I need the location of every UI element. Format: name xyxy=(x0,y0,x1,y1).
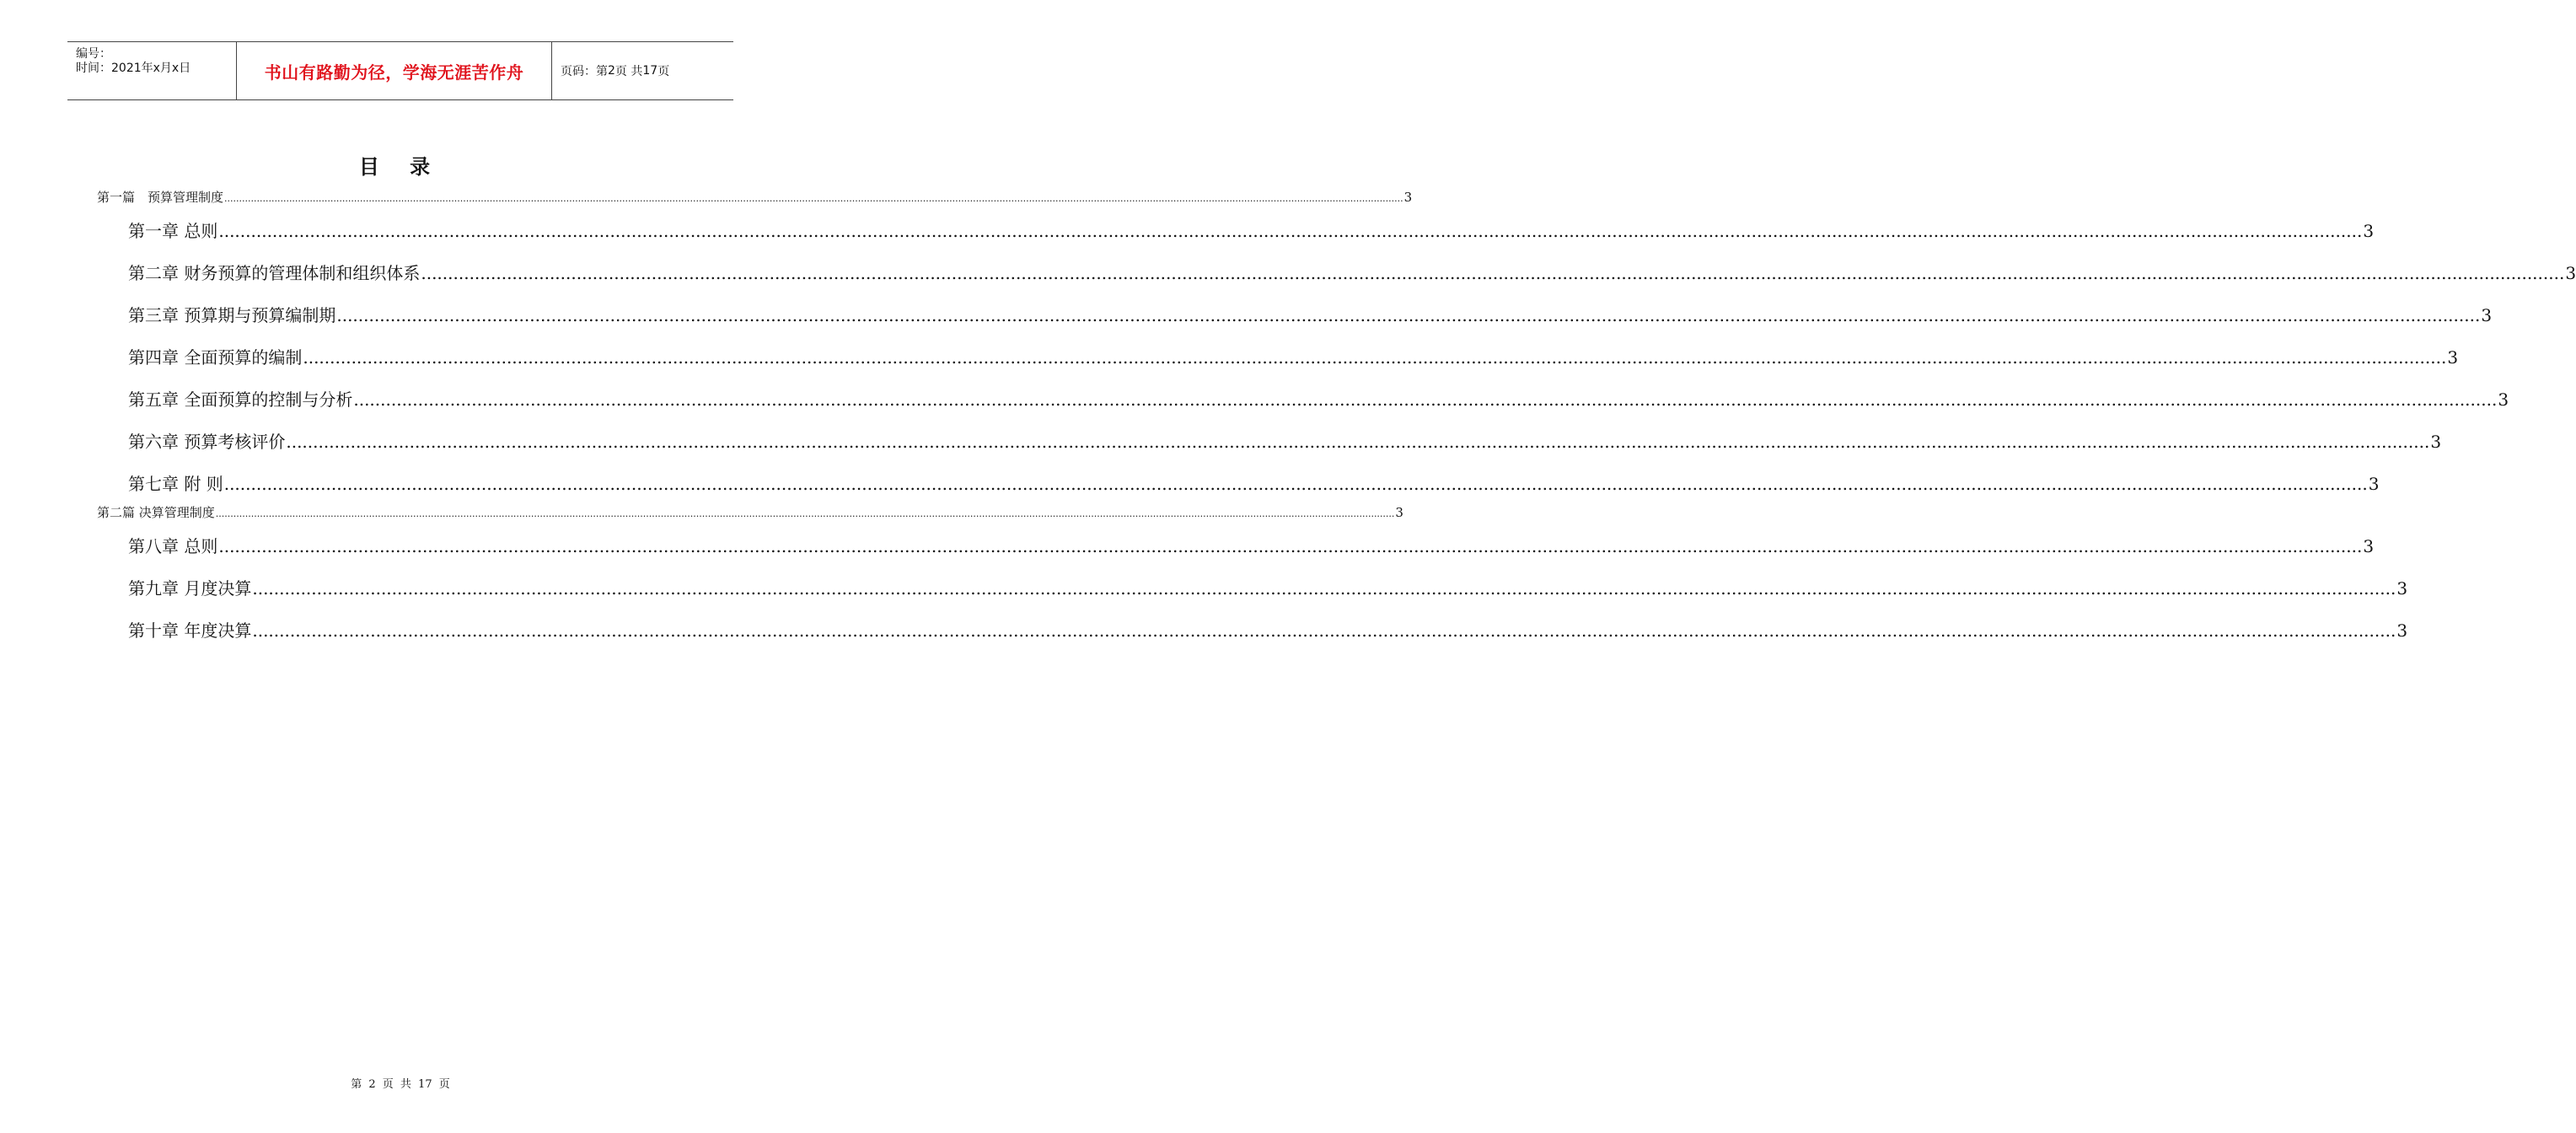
toc-entry-page: 3 xyxy=(2447,347,2459,368)
toc-entry-page: 3 xyxy=(1403,190,1413,205)
toc-chapter-entry[interactable] xyxy=(128,533,2375,557)
toc-entry-label: 第二篇 决算管理制度 xyxy=(97,505,215,520)
toc-entry-label: 第一章 总则 xyxy=(128,221,218,241)
toc-leader-dots: ................................................................................................................................................................................................................................................................................................................................................................................................................ xyxy=(252,578,2396,599)
toc-chapter-entry[interactable] xyxy=(128,217,2375,242)
toc-leader-dots: ................................................................................................................................................................................................................................................................................................................................................................................................................ xyxy=(224,193,1403,204)
page-mid: 页 共 xyxy=(614,65,643,78)
toc-entry-page: 3 xyxy=(2565,263,2576,283)
toc-chapter-entry[interactable] xyxy=(128,428,2442,453)
toc-chapter-entry[interactable] xyxy=(128,470,2380,495)
toc-leader-dots: ................................................................................................................................................................................................................................................................................................................................................................................................................ xyxy=(223,474,2368,494)
header-page-info xyxy=(552,42,733,99)
toc-leader-dots: ................................................................................................................................................................................................................................................................................................................................................................................................................ xyxy=(218,221,2363,241)
toc-leader-dots: ................................................................................................................................................................................................................................................................................................................................................................................................................ xyxy=(353,389,2498,410)
toc-entry-label: 第九章 月度决算 xyxy=(128,578,252,599)
toc-entry-label: 第十章 年度决算 xyxy=(128,620,252,641)
toc-entry-page: 3 xyxy=(2363,221,2375,241)
toc-entry-page: 3 xyxy=(1395,505,1403,520)
page-header xyxy=(67,41,733,100)
toc-entry-page: 3 xyxy=(2363,536,2375,556)
toc-entry-label: 第二章 财务预算的管理体制和组织体系 xyxy=(128,263,421,283)
toc-chapter-entry[interactable] xyxy=(128,575,2408,599)
toc-entry-label: 第五章 全面预算的控制与分析 xyxy=(128,389,353,410)
header-meta xyxy=(67,42,237,99)
toc-part-entry[interactable] xyxy=(97,503,1403,521)
toc-entry-label: 第三章 预算期与预算编制期 xyxy=(128,305,336,325)
toc-part-entry[interactable] xyxy=(97,188,1413,206)
toc-entry-page: 3 xyxy=(2430,432,2442,452)
page-suffix: 页 xyxy=(657,65,670,78)
toc-entry-label: 第六章 预算考核评价 xyxy=(128,432,286,452)
toc-leader-dots: ................................................................................................................................................................................................................................................................................................................................................................................................................ xyxy=(215,508,1395,519)
toc-title: 目 录 xyxy=(358,155,443,179)
page-prefix: 页码：第 xyxy=(561,65,608,78)
toc-leader-dots: ................................................................................................................................................................................................................................................................................................................................................................................................................ xyxy=(421,263,2565,283)
toc-chapter-entry[interactable] xyxy=(128,302,2493,326)
document-number-label: 编号： xyxy=(76,47,111,61)
toc-chapter-entry[interactable] xyxy=(128,386,2509,411)
toc-entry-label: 第七章 附 则 xyxy=(128,474,223,494)
toc-leader-dots: ................................................................................................................................................................................................................................................................................................................................................................................................................ xyxy=(218,536,2363,556)
toc-entry-page: 3 xyxy=(2498,389,2509,410)
toc-entry-label: 第八章 总则 xyxy=(128,536,218,556)
toc-entry-label: 第四章 全面预算的编制 xyxy=(128,347,303,368)
toc-leader-dots: ................................................................................................................................................................................................................................................................................................................................................................................................................ xyxy=(303,347,2447,368)
toc-leader-dots: ................................................................................................................................................................................................................................................................................................................................................................................................................ xyxy=(286,432,2430,452)
page-total: 17 xyxy=(642,64,658,78)
toc-entry-page: 3 xyxy=(2368,474,2380,494)
toc-leader-dots: ................................................................................................................................................................................................................................................................................................................................................................................................................ xyxy=(336,305,2481,325)
page-current: 2 xyxy=(608,64,615,78)
toc-leader-dots: ................................................................................................................................................................................................................................................................................................................................................................................................................ xyxy=(252,620,2396,641)
toc-entry-label: 第一篇 预算管理制度 xyxy=(97,190,224,205)
document-time-label: 时间：2021年x月x日 xyxy=(76,62,191,75)
header-motto: 书山有路勤为径，学海无涯苦作舟 xyxy=(237,42,552,99)
toc-chapter-entry[interactable] xyxy=(128,617,2408,642)
page-footer: 第 2 页 共 17 页 xyxy=(351,1078,450,1091)
toc-entry-page: 3 xyxy=(2481,305,2493,325)
toc-chapter-entry[interactable] xyxy=(128,344,2459,368)
toc-chapter-entry[interactable] xyxy=(128,260,2576,284)
toc-entry-page: 3 xyxy=(2396,620,2408,641)
toc-entry-page: 3 xyxy=(2396,578,2408,599)
